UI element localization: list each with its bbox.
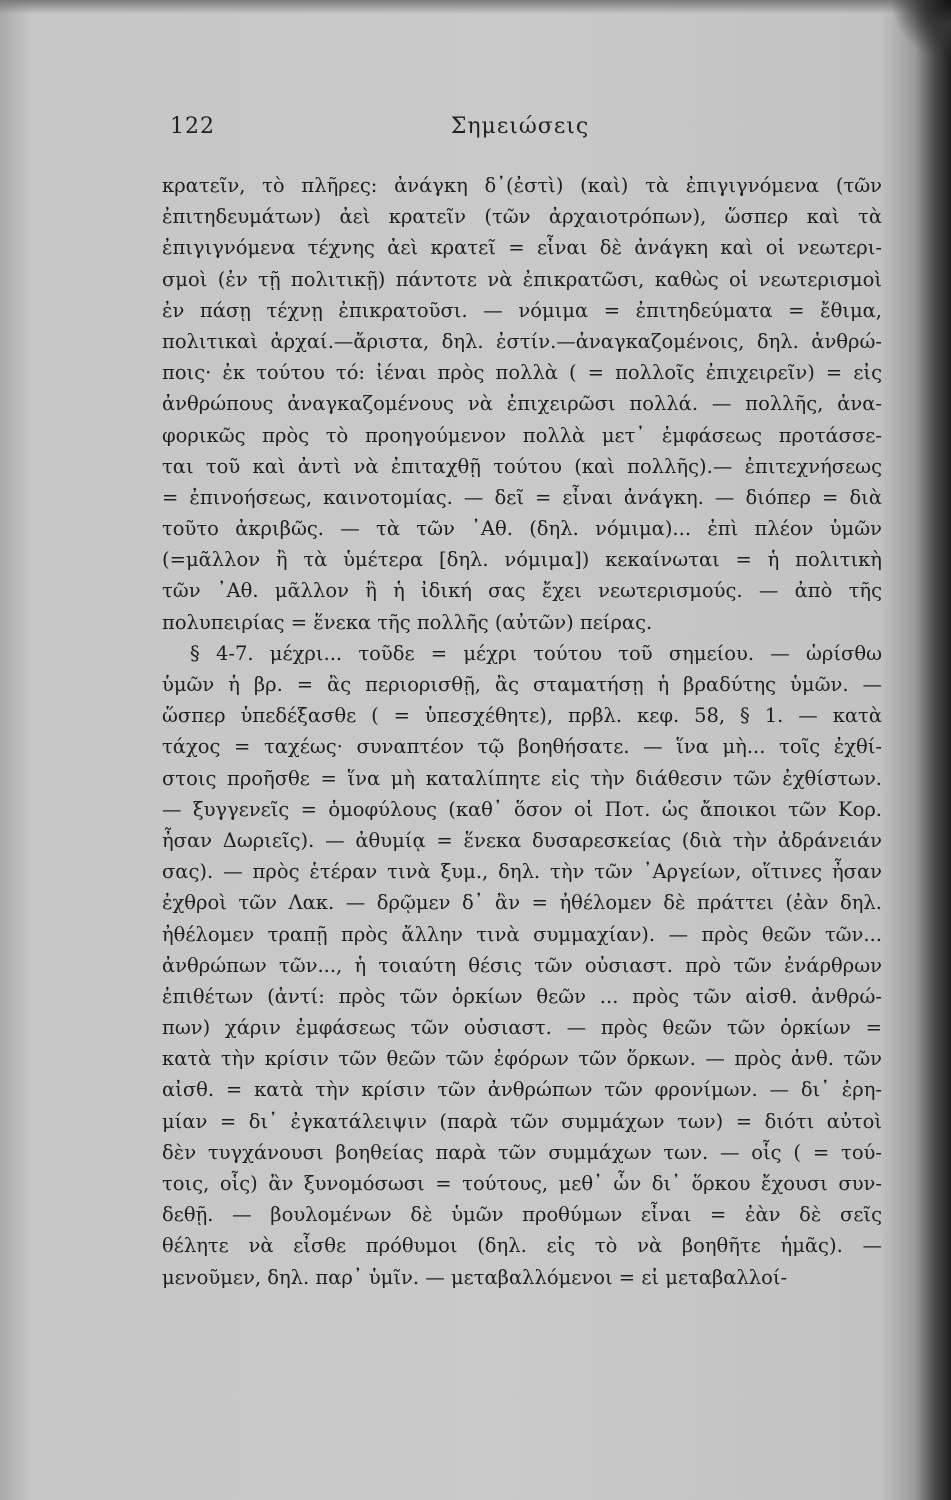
text-line: πολιτικαὶ ἀρχαί.—ἄριστα, δηλ. ἐστίν.—ἀναγκαζομένοις, δηλ. ἀνθρώ- bbox=[162, 329, 882, 353]
text-line: ἀνθρώπων τῶν..., ἡ τοιαύτη θέσις τῶν οὐσιαστ. πρὸ τῶν ἐνάρθρων bbox=[162, 953, 882, 977]
text-line: θέλητε νὰ εἶσθε πρόθυμοι (δηλ. εἰς τὸ νὰ βοηθῆτε ἡμᾶς). — bbox=[162, 1234, 882, 1258]
text-line: σας). — πρὸς ἑτέραν τινὰ ξυμ., δηλ. τὴν τῶν ᾽Αργείων, οἵτινες ἦσαν bbox=[162, 860, 882, 884]
paragraph bbox=[162, 638, 882, 1293]
text-line: ἐν πάσῃ τέχνῃ ἐπικρατοῦσι. — νόμιμα = ἐπιτηδεύματα = ἔθιμα, bbox=[162, 298, 882, 322]
text-line: ἠθέλομεν τραπῇ πρὸς ἄλλην τινὰ συμμαχίαν). — πρὸς θεῶν τῶν... bbox=[162, 922, 882, 946]
text-line: πολυπειρίας = ἕνεκα τῆς πολλῆς (αὐτῶν) πείρας. bbox=[162, 610, 653, 634]
text-line: μίαν = δι᾽ ἐγκατάλειψιν (παρὰ τῶν συμμάχων των) = διότι αὐτοὶ bbox=[162, 1109, 882, 1133]
text-line: στοις προῆσθε = ἵνα μὴ καταλίπητε εἰς τὴν διάθεσιν τῶν ἐχθίστων. bbox=[162, 766, 882, 790]
text-line: ται τοῦ καὶ ἀντὶ νὰ ἐπιταχθῇ τούτου (καὶ πολλῆς).— ἐπιτεχνήσεως bbox=[162, 454, 882, 478]
text-line: δὲν τυγχάνουσι βοηθείας παρὰ τῶν συμμάχων των. — οἷς ( = τού- bbox=[162, 1140, 882, 1164]
text-line: τῶν ᾽Αθ. μᾶλλον ἢ ἡ ἰδική σας ἔχει νεωτερισμούς. — ἀπὸ τῆς bbox=[162, 579, 882, 603]
text-line: κατὰ τὴν κρίσιν τῶν θεῶν τῶν ἐφόρων τῶν ὅρκων. — πρὸς ἀνθ. τῶν bbox=[162, 1047, 882, 1071]
text-line: φορικῶς πρὸς τὸ προηγούμενον πολλὰ μετ᾽ ἐμφάσεως προτάσσε- bbox=[162, 423, 882, 447]
page-number: 122 bbox=[170, 114, 215, 139]
text-line: — ξυγγενεῖς = ὁμοφύλους (καθ᾽ ὅσον οἱ Ποτ. ὡς ἄποικοι τῶν Κορ. bbox=[162, 797, 882, 821]
text-line: τοῦτο ἀκριβῶς. — τὰ τῶν ᾽Αθ. (δηλ. νόμιμα)... ἐπὶ πλέον ὑμῶν bbox=[162, 517, 882, 541]
text-line: αἰσθ. = κατὰ τὴν κρίσιν τῶν ἀνθρώπων τῶν φρονίμων. — δι᾽ ἐρη- bbox=[162, 1078, 882, 1102]
paragraph bbox=[162, 170, 882, 638]
text-line: (=μᾶλλον ἢ τὰ ὑμέτερα [δηλ. νόμιμα]) κεκαίνωται = ἡ πολιτικὴ bbox=[162, 548, 882, 572]
text-line: πων) χάριν ἐμφάσεως τῶν οὐσιαστ. — πρὸς θεῶν τῶν ὁρκίων = bbox=[162, 1016, 882, 1040]
text-line: τάχος = ταχέως· συναπτέον τῷ βοηθήσατε. — ἵνα μὴ... τοῖς ἐχθί- bbox=[162, 735, 882, 759]
text-line: ἐπιθέτων (ἀντί: πρὸς τῶν ὁρκίων θεῶν ... πρὸς τῶν αἰσθ. ἀνθρώ- bbox=[162, 984, 882, 1008]
text-line: ἦσαν Δωριεῖς). — ἀθυμίᾳ = ἕνεκα δυσαρεσκείας (διὰ τὴν ἀδράνειάν bbox=[162, 828, 882, 852]
body-text bbox=[162, 170, 882, 1293]
text-line: ὥσπερ ὑπεδέξασθε ( = ὑπεσχέθητε), πρβλ. κεφ. 58, § 1. — κατὰ bbox=[162, 704, 882, 728]
text-line: μενοῦμεν, δηλ. παρ᾽ ὑμῖν. — μεταβαλλόμενοι = εἰ μεταβαλλοί- bbox=[162, 1265, 788, 1289]
page-top-shadow bbox=[0, 0, 951, 14]
text-line: δεθῇ. — βουλομένων δὲ ὑμῶν προθύμων εἶναι = ἐὰν δὲ σεῖς bbox=[162, 1203, 882, 1227]
text-line: ἐχθροὶ τῶν Λακ. — δρῷμεν δ᾽ ἂν = ἠθέλομεν δὲ πράττει (ἐὰν δηλ. bbox=[162, 891, 882, 915]
text-line: ποις· ἐκ τούτου τό: ἰέναι πρὸς πολλὰ ( = πολλοῖς ἐπιχειρεῖν) = εἰς bbox=[162, 361, 882, 385]
text-line: ἀνθρώπους ἀναγκαζομένους νὰ ἐπιχειρῶσι πολλά. — πολλῆς, ἀνα- bbox=[162, 392, 882, 416]
text-line: τοις, οἷς) ἂν ξυνομόσωσι = τούτους, μεθ᾽ ὧν δι᾽ ὅρκου ἔχουσι συν- bbox=[162, 1172, 882, 1195]
text-line: = ἐπινοήσεως, καινοτομίας. — δεῖ = εἶναι ἀνάγκη. — διόπερ = διὰ bbox=[162, 485, 882, 509]
text-line: ἐπιτηδευμάτων) ἀεὶ κρατεῖν (τῶν ἀρχαιοτρόπων), ὥσπερ καὶ τὰ bbox=[162, 205, 882, 229]
text-line: ὑμῶν ἡ βρ. = ἂς περιορισθῇ, ἂς σταματήσῃ ἡ βραδύτης ὑμῶν. — bbox=[162, 673, 882, 696]
text-line: § 4-7. μέχρι... τοῦδε = μέχρι τούτου τοῦ σημείου. — ὡρίσθω bbox=[190, 641, 882, 665]
page-corner-shadow bbox=[891, 0, 951, 60]
running-head: Σημειώσεις bbox=[450, 114, 590, 139]
text-line: σμοὶ (ἐν τῇ πολιτικῇ) πάντοτε νὰ ἐπικρατῶσι, καθὼς οἱ νεωτερισμοὶ bbox=[162, 267, 882, 291]
text-line: κρατεῖν, τὸ πλῆρες: ἀνάγκη δ᾽(ἐστὶ) (καὶ) τὰ ἐπιγιγνόμενα (τῶν bbox=[162, 174, 882, 197]
text-line: ἐπιγιγνόμενα τέχνης ἀεὶ κρατεῖ = εἶναι δὲ ἀνάγκη καὶ οἱ νεωτερι- bbox=[162, 236, 882, 260]
